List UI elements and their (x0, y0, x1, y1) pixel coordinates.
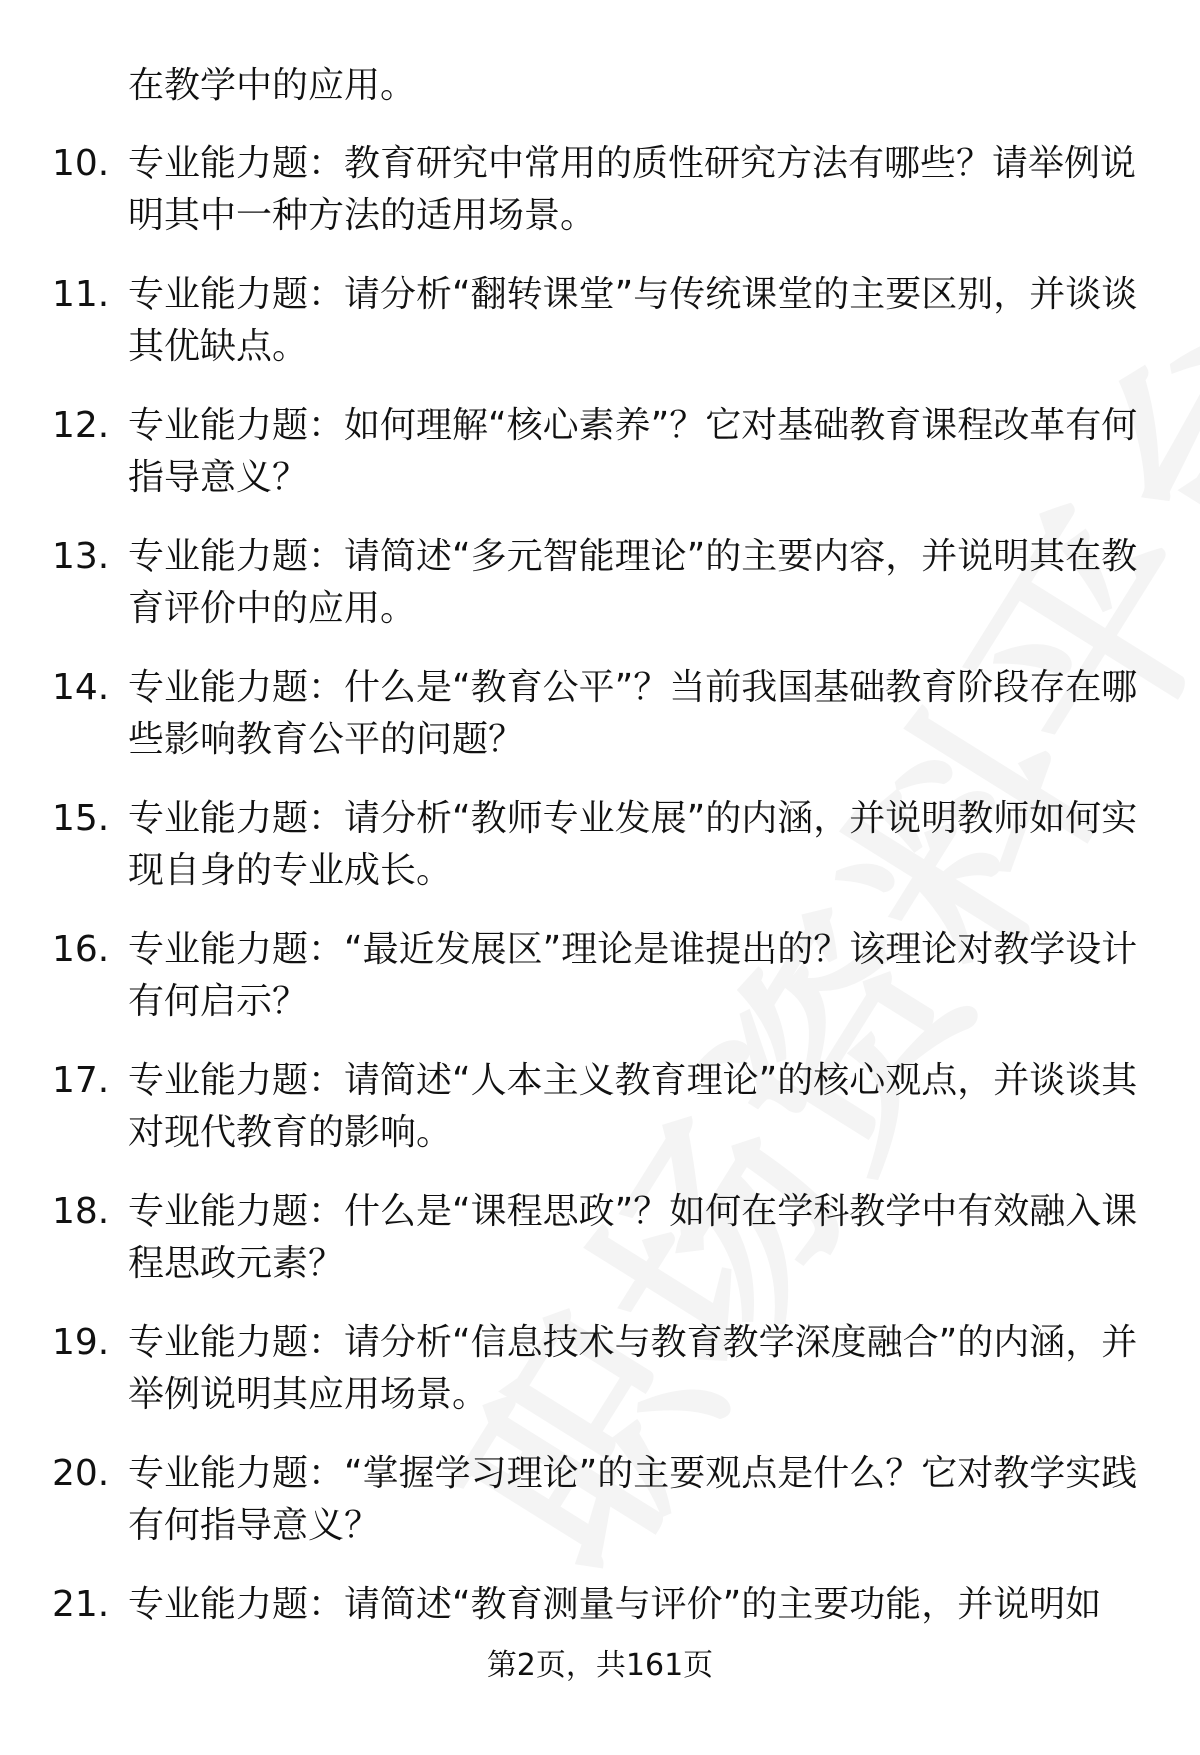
question-text: 专业能力题：如何理解“核心素养”？它对基础教育课程改革有何指导意义？ (128, 405, 1138, 498)
list-item (0, 400, 1200, 531)
question-text: 专业能力题：请分析“教师专业发展”的内涵，并说明教师如何实现自身的专业成长。 (128, 798, 1138, 891)
question-text: 专业能力题：请简述“教育测量与评价”的主要功能，并说明如 (128, 1584, 1102, 1625)
question-text: 专业能力题：教育研究中常用的质性研究方法有哪些？请举例说明其中一种方法的适用场景。 (128, 143, 1137, 236)
question-text: 专业能力题：请简述“多元智能理论”的主要内容，并说明其在教育评价中的应用。 (128, 536, 1138, 629)
question-list (0, 138, 1200, 1710)
question-text: 专业能力题：请分析“信息技术与教育教学深度融合”的内涵，并举例说明其应用场景。 (128, 1322, 1138, 1415)
question-text: 专业能力题：请分析“翻转课堂”与传统课堂的主要区别，并谈谈其优缺点。 (128, 274, 1138, 367)
question-number: 10. (52, 143, 110, 184)
question-text: 专业能力题：请简述“人本主义教育理论”的核心观点，并谈谈其对现代教育的影响。 (128, 1060, 1138, 1153)
list-item (0, 1579, 1200, 1710)
list-item (0, 1055, 1200, 1186)
question-number: 13. (52, 536, 110, 577)
question-text: 专业能力题：什么是“教育公平”？当前我国基础教育阶段存在哪些影响教育公平的问题？ (128, 667, 1138, 760)
question-text: 专业能力题：“最近发展区”理论是谁提出的？该理论对教学设计有何启示？ (128, 929, 1138, 1022)
question-number: 16. (52, 929, 110, 970)
continuation-text: 在教学中的应用。 (128, 65, 417, 106)
list-item (0, 1317, 1200, 1448)
list-item (0, 138, 1200, 269)
question-number: 18. (52, 1191, 110, 1232)
question-number: 19. (52, 1322, 110, 1363)
question-number: 12. (52, 405, 110, 446)
list-item (0, 662, 1200, 793)
question-number: 20. (52, 1453, 110, 1494)
list-item (0, 1448, 1200, 1579)
question-number: 15. (52, 798, 110, 839)
page-footer: 第2页，共161页 (486, 1648, 714, 1683)
question-text: 专业能力题：“掌握学习理论”的主要观点是什么？它对教学实践有何指导意义？ (128, 1453, 1138, 1546)
list-item (0, 924, 1200, 1055)
question-text: 专业能力题：什么是“课程思政”？如何在学科教学中有效融入课程思政元素？ (128, 1191, 1138, 1284)
question-number: 14. (52, 667, 110, 708)
question-number: 17. (52, 1060, 110, 1101)
list-item (0, 531, 1200, 662)
question-number: 11. (52, 274, 110, 315)
list-item (0, 269, 1200, 400)
question-number: 21. (52, 1584, 110, 1625)
list-item (0, 793, 1200, 924)
list-item (0, 1186, 1200, 1317)
